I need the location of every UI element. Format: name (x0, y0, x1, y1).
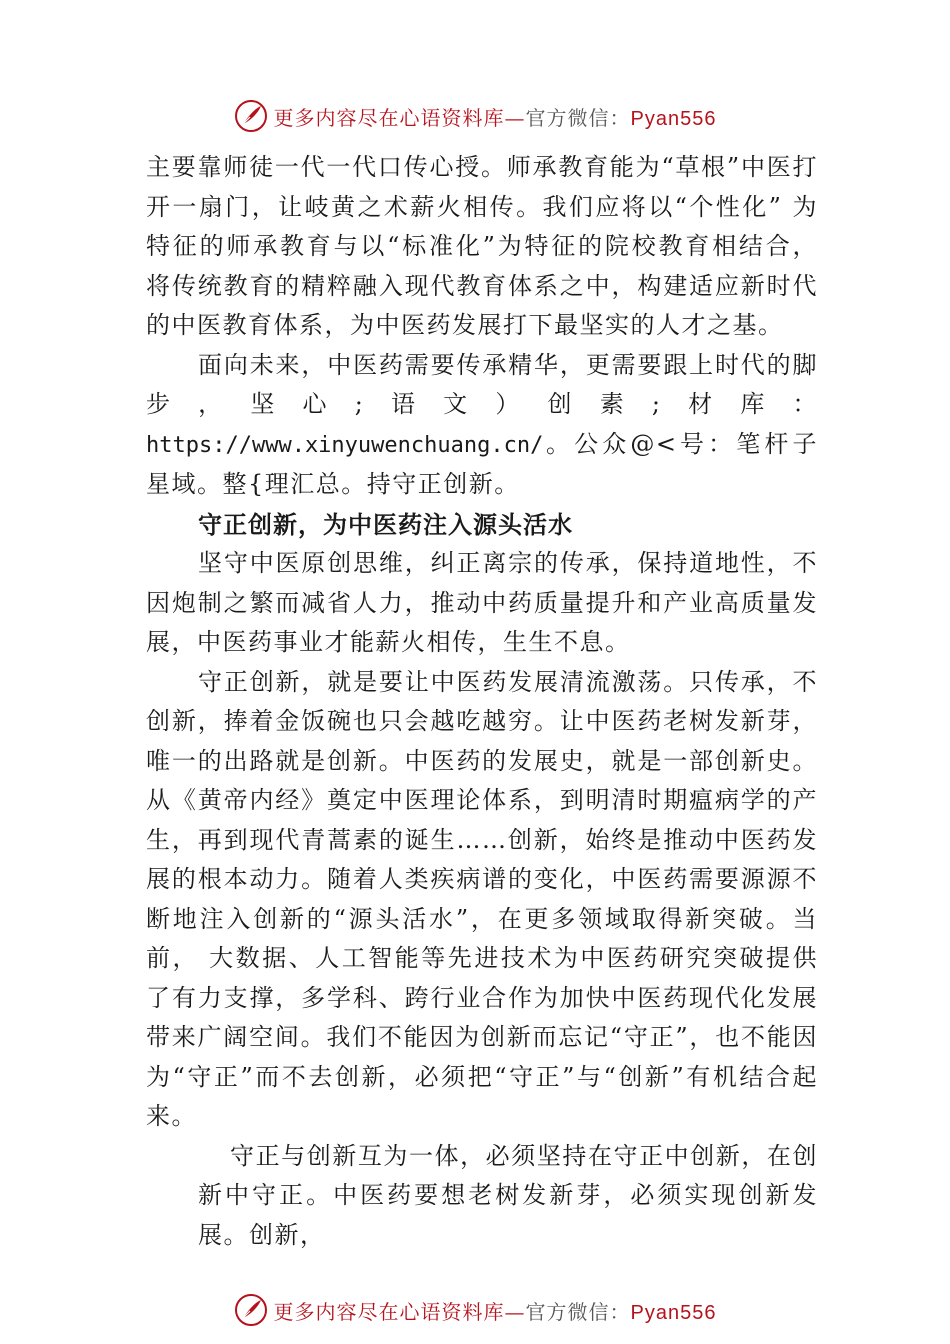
banner-dash: — (504, 105, 526, 130)
paragraph-2-text-b: 。公众@<号：笔杆子星域。整{理汇总。持守正创新。 (146, 429, 818, 498)
banner-text (274, 102, 717, 131)
paragraph-2-text-a: 面向未来，中医药需要传承精华，更需要跟上时代的脚步，坚心;语文）创素;材库： (146, 350, 818, 418)
quill-logo-icon (234, 1293, 268, 1327)
paragraph-4: 守正创新，就是要让中医药发展清流激荡。只传承，不创新，捧着金饭碗也只会越吃越穷。让中医药老树发新芽， 唯一的出路就是创新。中医药的发展史，就是一部创新史。 从《黄帝内经》奠定中医理论体系，到明清时期瘟病学的产生，再到现代青蒿素的诞生……创新，始终是推动中医药发展的根本动力。随着人类疾病谱的变化，中医药需要源源不断地注入创新的“源头活水”，在更多领域取得新突破。当前， 大数据、人工智能等先进技术为中医药研究突破提供了有力支撑，多学科、跨行业合作为加快中医药现代化发展带来广阔空间。我们不能因为创新而忘记“守正”，也不能因为“守正”而不去创新，必须把“守正”与“创新”有机结合起来。 (146, 667, 818, 1130)
banner-site-text: 更多内容尽在心语资料库 (273, 105, 505, 130)
paragraph-5-text: 守正与创新互为一体，必须坚持在守正中创新，在创新中守正。中医药要想老树发新芽，必须实现创新发展。创新， (198, 1141, 818, 1249)
paragraph-5 (146, 1137, 818, 1256)
header-banner (0, 96, 950, 136)
banner-dash: — (504, 1299, 526, 1324)
banner-account: Pyan556 (630, 107, 717, 130)
quill-logo-icon (234, 99, 268, 133)
banner-wechat-label: 官方微信： (525, 1299, 631, 1324)
document-body (146, 148, 818, 1255)
footer-banner (0, 1290, 950, 1330)
banner-account: Pyan556 (630, 1301, 717, 1324)
paragraph-2 (146, 346, 818, 505)
banner-wechat-label: 官方微信： (525, 105, 631, 130)
banner-text (274, 1296, 717, 1325)
paragraph-1: 主要靠师徒一代一代口传心授。师承教育能为“草根”中医打开一扇门，让岐黄之术薪火相传。我们应将以“个性化” 为特征的师承教育与以“标准化”为特征的院校教育相结合， 将传统教育的精粹融入现代教育体系之中，构建适应新时代的中医教育体系，为中医药发展打下最坚实的人才之基。 (146, 153, 818, 339)
paragraph-2-url: https://www.xinyuwenchuang.cn/ (146, 432, 544, 458)
section-heading: 守正创新，为中医药注入源头活水 (198, 509, 573, 539)
banner-site-text: 更多内容尽在心语资料库 (273, 1299, 505, 1324)
paragraph-3: 坚守中医原创思维，纠正离宗的传承，保持道地性，不因炮制之繁而减省人力，推动中药质量提升和产业高质量发展，中医药事业才能薪火相传，生生不息。 (146, 549, 818, 656)
